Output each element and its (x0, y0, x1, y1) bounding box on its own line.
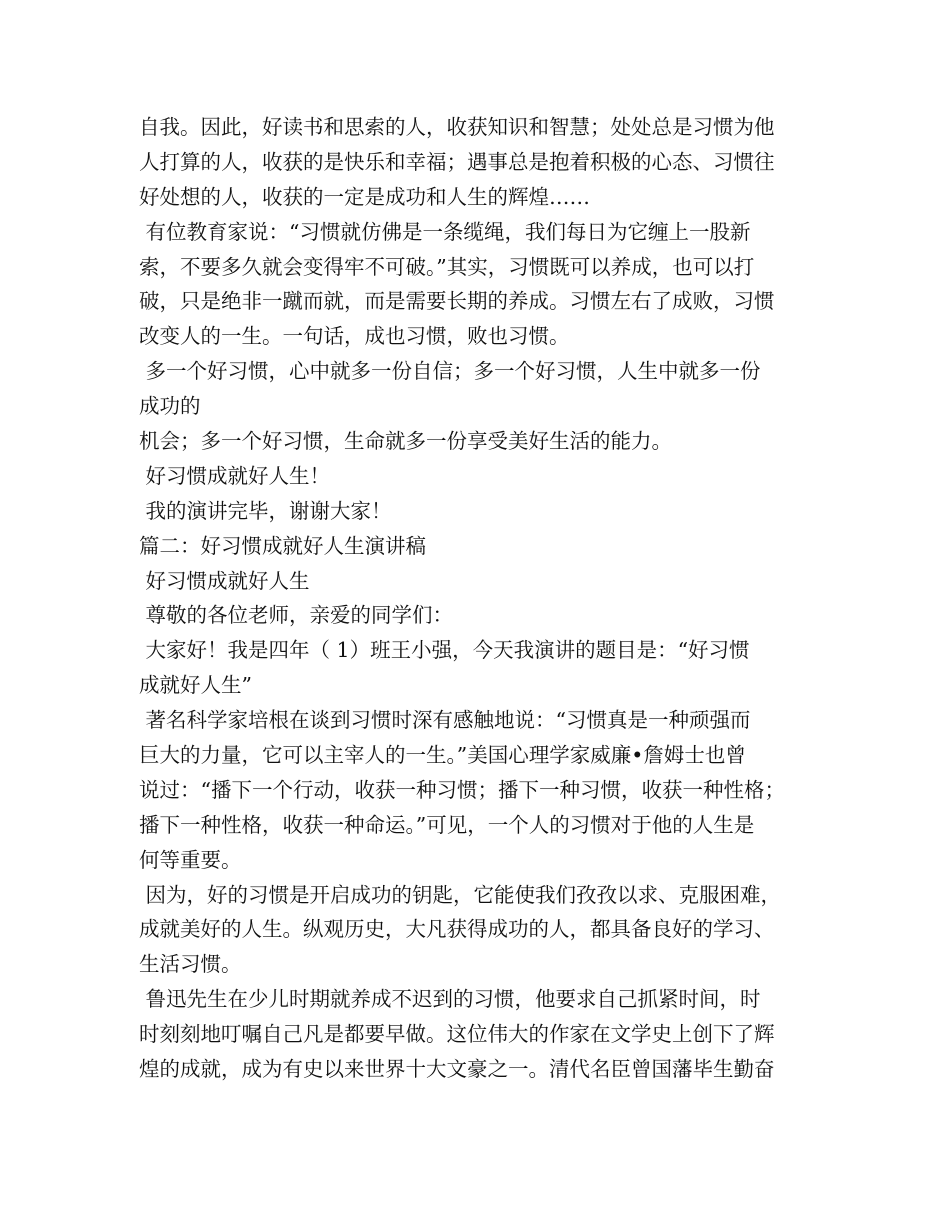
text-line: 巨大的力量，它可以主宰人的一生。”美国心理学家威廉•詹姆士也曾 (139, 743, 746, 768)
text-line: 索，不要多久就会变得牢不可破。”其实，习惯既可以养成，也可以打 (139, 254, 755, 279)
text-line: 因为，好的习惯是开启成功的钥匙，它能使我们孜孜以求、克服困难， (139, 882, 782, 907)
section-heading: 篇二：好习惯成就好人生演讲稿 (139, 533, 426, 558)
speech-title: 好习惯成就好人生 (139, 568, 310, 593)
text-line: 有位教育家说：“习惯就仿佛是一条缆绳，我们每日为它缠上一股新 (139, 219, 751, 244)
text-line: 改变人的一生。一句话，成也习惯，败也习惯。 (139, 324, 570, 349)
text-line: 尊敬的各位老师，亲爱的同学们： (139, 603, 454, 628)
text-line: 破，只是绝非一蹴而就，而是需要长期的养成。习惯左右了成败，习惯 (139, 289, 775, 314)
text-line: 时刻刻地叮嘱自己凡是都要早做。这位伟大的作家在文学史上创下了辉 (139, 1022, 775, 1047)
text-line: 好习惯成就好人生！ (139, 463, 331, 488)
text-line: 说过：“播下一个行动，收获一种习惯；播下一种习惯，收获一种性格； (139, 777, 785, 802)
text-line: 自我。因此，好读书和思索的人，收获知识和智慧；处处总是习惯为他 (139, 115, 775, 139)
text-line: 何等重要。 (139, 847, 242, 872)
text-line: 煌的成就，成为有史以来世界十大文豪之一。清代名臣曾国藩毕生勤奋 (139, 1057, 775, 1082)
text-line: 成功的 (139, 394, 201, 419)
text-line: 机会；多一个好习惯，生命就多一份享受美好生活的能力。 (139, 429, 672, 454)
text-line: 鲁迅先生在少儿时期就养成不迟到的习惯，他要求自己抓紧时间，时 (139, 987, 761, 1012)
text-line: 播下一种性格，收获一种命运。”可见，一个人的习惯对于他的人生是 (139, 812, 755, 837)
text-line: 人打算的人，收获的是快乐和幸福；遇事总是抱着积极的心态、习惯往 (139, 149, 775, 174)
text-line: 大家好！我是四年（ 1）班王小强，今天我演讲的题目是：“好习惯 (139, 638, 750, 663)
text-line: 好处想的人，收获的一定是成功和人生的辉煌…… (139, 184, 590, 209)
text-line: 成就好人生” (139, 673, 252, 698)
text-line: 多一个好习惯，心中就多一份自信；多一个好习惯，人生中就多一份 (139, 359, 761, 384)
text-line: 生活习惯。 (139, 952, 242, 977)
text-line: 著名科学家培根在谈到习惯时深有感触地说：“习惯真是一种顽强而 (139, 708, 751, 733)
document-body (139, 110, 829, 1087)
text-line: 成就美好的人生。纵观历史，大凡获得成功的人，都具备良好的学习、 (139, 917, 775, 942)
text-line: 我的演讲完毕，谢谢大家！ (139, 498, 392, 523)
